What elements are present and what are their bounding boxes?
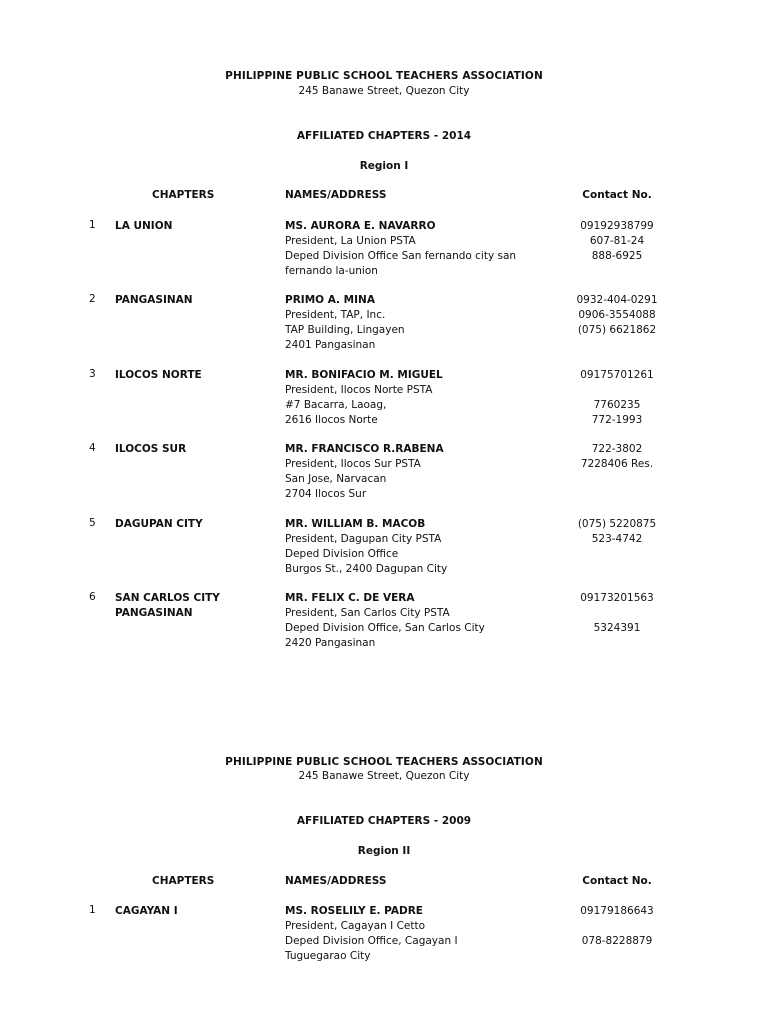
person-block	[285, 219, 516, 279]
person-line: President, Ilocos Sur PSTA	[285, 458, 421, 470]
contact-number: 607-81-24	[589, 235, 645, 247]
row-number: 3	[89, 368, 96, 380]
org-name: PHILIPPINE PUBLIC SCHOOL TEACHERS ASSOCIATION	[225, 756, 543, 768]
contact-number	[557, 383, 677, 398]
org-name: PHILIPPINE PUBLIC SCHOOL TEACHERS ASSOCIATION	[225, 70, 543, 82]
contact-number: 09173201563	[580, 592, 654, 604]
column-header-names: NAMES/ADDRESS	[285, 875, 387, 887]
person-line: Deped Division Office, San Carlos City	[285, 622, 485, 634]
affiliated-chapters-title: AFFILIATED CHAPTERS - 2009	[296, 815, 472, 827]
contact-number: 0906-3554088	[578, 309, 656, 321]
column-header-contact: Contact No.	[582, 189, 652, 201]
chapter-line: ILOCOS NORTE	[115, 369, 202, 381]
contact-number: (075) 5220875	[577, 518, 657, 530]
person-block	[285, 293, 405, 353]
org-address: 245 Banawe Street, Quezon City	[298, 770, 470, 782]
person-line: TAP Building, Lingayen	[285, 324, 405, 336]
person-line: 2616 Ilocos Norte	[285, 414, 378, 426]
person-line: President, Cagayan I Cetto	[285, 920, 426, 932]
chapter-line: CAGAYAN I	[115, 905, 178, 917]
chapter-name	[115, 517, 203, 532]
chapter-name	[115, 293, 193, 308]
contact-number: 7760235	[593, 399, 641, 411]
chapter-name	[115, 904, 178, 919]
chapter-name	[115, 219, 172, 234]
person-line: President, San Carlos City PSTA	[285, 607, 450, 619]
contact-numbers	[557, 904, 677, 949]
person-block	[285, 517, 447, 577]
chapter-line: PANGASINAN	[115, 607, 193, 619]
person-block	[285, 591, 485, 651]
person-line: President, Dagupan City PSTA	[285, 533, 442, 545]
contact-numbers	[557, 368, 677, 428]
chapter-line: LA UNION	[115, 220, 173, 232]
contact-numbers	[557, 591, 677, 636]
chapter-line: ILOCOS SUR	[115, 443, 187, 455]
person-line: 2401 Pangasinan	[285, 339, 376, 351]
region-title: Region I	[359, 160, 409, 172]
person-block	[285, 442, 444, 502]
contact-number: 888-6925	[591, 250, 643, 262]
row-number: 5	[89, 517, 96, 529]
person-name: MR. FELIX C. DE VERA	[285, 592, 415, 604]
contact-number	[557, 919, 677, 934]
chapter-line: PANGASINAN	[115, 294, 193, 306]
person-line: President, TAP, Inc.	[285, 309, 386, 321]
person-line: 2420 Pangasinan	[285, 637, 376, 649]
contact-number	[557, 606, 677, 621]
person-line: #7 Bacarra, Laoag,	[285, 399, 387, 411]
column-header-names: NAMES/ADDRESS	[285, 189, 387, 201]
person-line: fernando la-union	[285, 265, 378, 277]
row-number: 4	[89, 442, 96, 454]
person-name: MR. BONIFACIO M. MIGUEL	[285, 369, 443, 381]
contact-number: 078-8228879	[581, 935, 653, 947]
row-number: 6	[89, 591, 96, 603]
row-number: 2	[89, 293, 96, 305]
person-line: Deped Division Office	[285, 548, 399, 560]
affiliated-chapters-title: AFFILIATED CHAPTERS - 2014	[296, 130, 472, 142]
contact-number: 09179186643	[580, 905, 654, 917]
contact-number: 722-3802	[591, 443, 643, 455]
chapter-name	[115, 442, 186, 457]
contact-number: 772-1993	[591, 414, 643, 426]
region-title: Region II	[357, 845, 411, 857]
contact-number: (075) 6621862	[577, 324, 657, 336]
contact-numbers	[557, 442, 677, 472]
contact-numbers	[557, 293, 677, 338]
row-number: 1	[89, 904, 96, 916]
person-block	[285, 904, 458, 964]
contact-number: 523-4742	[591, 533, 643, 545]
person-name: MR. WILLIAM B. MACOB	[285, 518, 426, 530]
person-line: Deped Division Office, Cagayan I	[285, 935, 458, 947]
chapter-line: SAN CARLOS CITY	[115, 592, 220, 604]
person-line: President, Ilocos Norte PSTA	[285, 384, 433, 396]
person-line: Deped Division Office San fernando city san	[285, 250, 517, 262]
person-line: President, La Union PSTA	[285, 235, 416, 247]
person-name: MS. ROSELILY E. PADRE	[285, 905, 423, 917]
chapter-name	[115, 591, 220, 621]
person-line: San Jose, Narvacan	[285, 473, 387, 485]
contact-number: 5324391	[593, 622, 641, 634]
contact-number: 09192938799	[580, 220, 654, 232]
column-header-chapters: CHAPTERS	[152, 875, 215, 887]
person-line: Burgos St., 2400 Dagupan City	[285, 563, 448, 575]
org-address: 245 Banawe Street, Quezon City	[298, 85, 470, 97]
person-name: MS. AURORA E. NAVARRO	[285, 220, 436, 232]
person-name: PRIMO A. MINA	[285, 294, 375, 306]
contact-number: 0932-404-0291	[576, 294, 658, 306]
person-block	[285, 368, 443, 428]
contact-numbers	[557, 219, 677, 264]
column-header-chapters: CHAPTERS	[152, 189, 215, 201]
contact-number: 7228406 Res.	[580, 458, 654, 470]
contact-numbers	[557, 517, 677, 547]
chapter-line: DAGUPAN CITY	[115, 518, 203, 530]
row-number: 1	[89, 219, 96, 231]
contact-number: 09175701261	[580, 369, 654, 381]
person-name: MR. FRANCISCO R.RABENA	[285, 443, 444, 455]
chapter-name	[115, 368, 202, 383]
person-line: 2704 Ilocos Sur	[285, 488, 367, 500]
column-header-contact: Contact No.	[582, 875, 652, 887]
person-line: Tuguegarao City	[285, 950, 371, 962]
